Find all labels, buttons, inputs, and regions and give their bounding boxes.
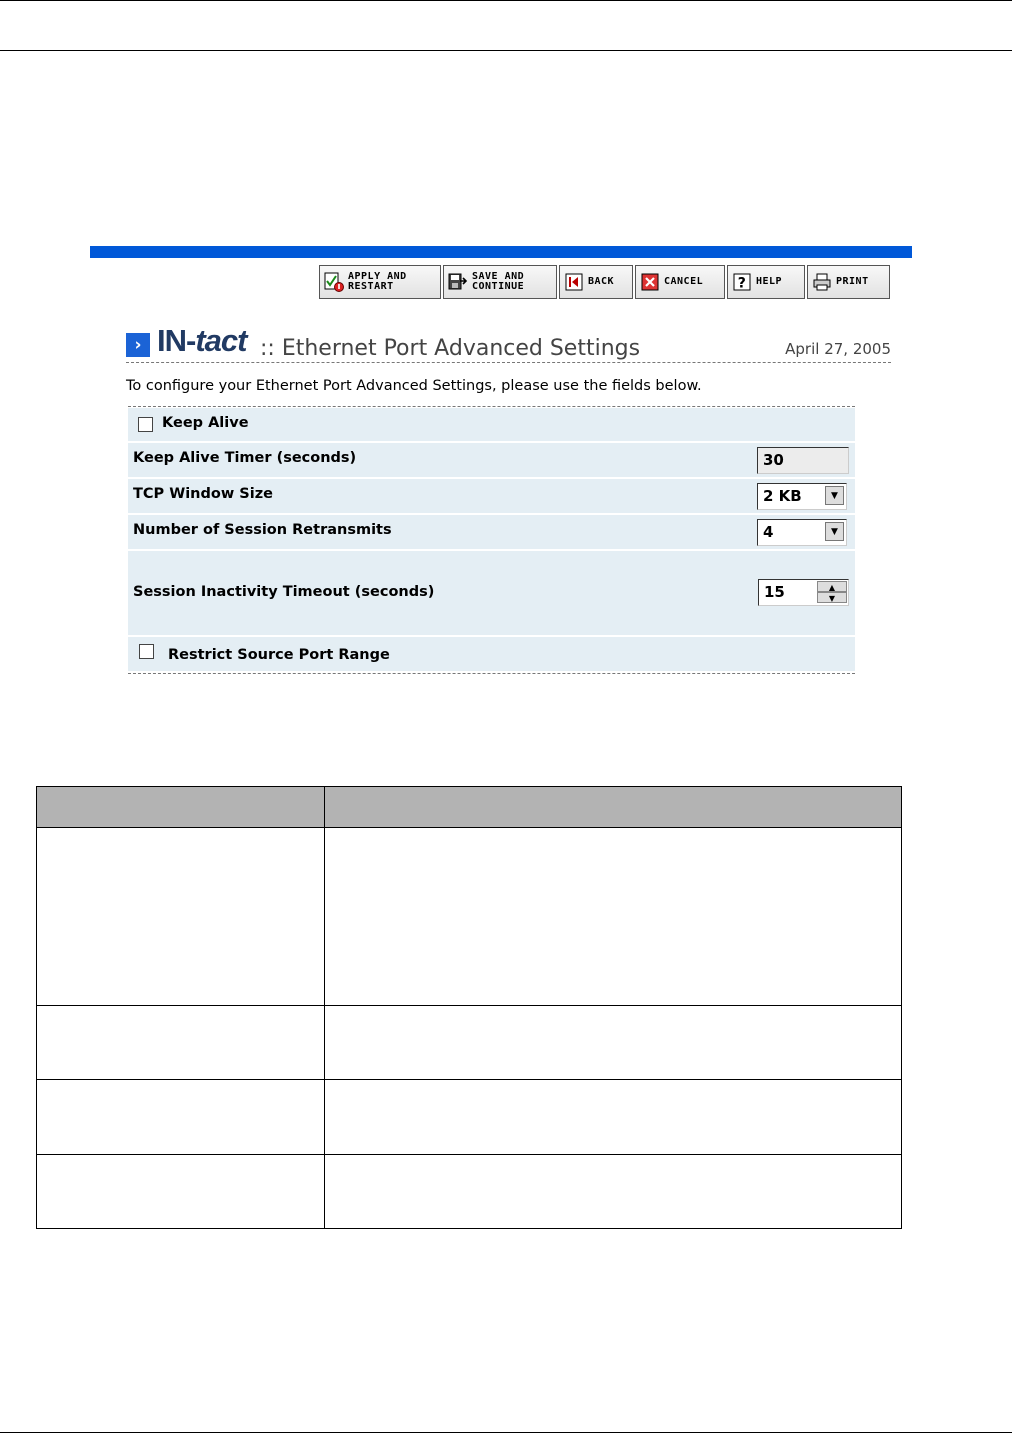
print-icon bbox=[812, 272, 832, 292]
inactivity-timeout-label: Session Inactivity Timeout (seconds) bbox=[133, 584, 435, 600]
table-cell bbox=[325, 828, 902, 1006]
spinner-up-icon[interactable]: ▲ bbox=[817, 581, 847, 592]
chevron-down-icon[interactable]: ▼ bbox=[825, 486, 844, 505]
accent-bar bbox=[90, 246, 912, 258]
restrict-port-range-row bbox=[128, 637, 855, 671]
save-and-continue-label: SAVE AND CONTINUE bbox=[472, 271, 525, 292]
session-retransmits-label: Number of Session Retransmits bbox=[133, 522, 392, 538]
spinner-buttons bbox=[817, 581, 847, 604]
help-label: HELP bbox=[756, 276, 783, 287]
save-and-continue-button[interactable] bbox=[443, 265, 557, 299]
tcp-window-size-select[interactable] bbox=[757, 483, 847, 510]
table-cell bbox=[37, 828, 325, 1006]
apply-and-restart-label: APPLY AND RESTART bbox=[348, 271, 407, 292]
parameter-table bbox=[36, 786, 902, 1229]
help-icon bbox=[732, 272, 752, 292]
session-retransmits-row bbox=[128, 515, 855, 549]
top-rule bbox=[0, 0, 1012, 1]
table-row bbox=[37, 1006, 902, 1080]
table-cell bbox=[325, 1080, 902, 1155]
inactivity-timeout-spinner[interactable] bbox=[758, 579, 849, 606]
keep-alive-label: Keep Alive bbox=[162, 415, 249, 431]
toolbar bbox=[319, 265, 890, 301]
session-retransmits-select[interactable] bbox=[757, 519, 847, 546]
table-header-cell bbox=[325, 787, 902, 828]
table-cell bbox=[325, 1006, 902, 1080]
cancel-icon bbox=[640, 272, 660, 292]
back-button[interactable] bbox=[559, 265, 633, 299]
inactivity-timeout-row bbox=[128, 551, 855, 635]
footer-rule bbox=[0, 1432, 1012, 1433]
table-header-cell bbox=[37, 787, 325, 828]
page-header bbox=[126, 323, 891, 363]
keep-alive-row bbox=[128, 408, 855, 441]
help-button[interactable] bbox=[727, 265, 805, 299]
table-row bbox=[37, 1080, 902, 1155]
svg-text:?: ? bbox=[737, 275, 747, 292]
page-date: April 27, 2005 bbox=[785, 340, 891, 358]
header-rule bbox=[0, 50, 1012, 51]
table-row bbox=[37, 1155, 902, 1229]
table-header-row bbox=[37, 787, 902, 828]
keep-alive-timer-label: Keep Alive Timer (seconds) bbox=[133, 450, 357, 466]
brand-logo: IN-tact bbox=[157, 323, 247, 358]
cancel-button[interactable] bbox=[635, 265, 725, 299]
apply-restart-icon bbox=[324, 272, 344, 292]
cancel-label: CANCEL bbox=[664, 276, 704, 287]
table-cell bbox=[37, 1006, 325, 1080]
intro-text: To configure your Ethernet Port Advanced Settings, please use the fields below. bbox=[126, 378, 702, 394]
table-row bbox=[37, 828, 902, 1006]
table-cell bbox=[325, 1155, 902, 1229]
back-label: BACK bbox=[588, 276, 615, 287]
back-icon bbox=[564, 272, 584, 292]
tcp-window-size-label: TCP Window Size bbox=[133, 486, 273, 502]
print-button[interactable] bbox=[807, 265, 890, 299]
chevron-right-icon: › bbox=[126, 333, 150, 357]
chevron-down-icon[interactable]: ▼ bbox=[825, 522, 844, 541]
table-cell bbox=[37, 1080, 325, 1155]
save-icon bbox=[448, 272, 468, 292]
tcp-window-size-row bbox=[128, 479, 855, 513]
keep-alive-checkbox[interactable] bbox=[138, 417, 153, 432]
keep-alive-timer-input[interactable]: 30 bbox=[757, 447, 849, 474]
keep-alive-timer-row bbox=[128, 443, 855, 477]
settings-form bbox=[128, 406, 855, 674]
page-title: :: Ethernet Port Advanced Settings bbox=[260, 336, 641, 361]
inactivity-timeout-value: 15 bbox=[764, 583, 785, 601]
apply-and-restart-button[interactable] bbox=[319, 265, 441, 299]
session-retransmits-value: 4 bbox=[763, 523, 774, 541]
print-label: PRINT bbox=[836, 276, 869, 287]
restrict-port-range-label: Restrict Source Port Range bbox=[168, 647, 390, 663]
tcp-window-size-value: 2 KB bbox=[763, 487, 802, 505]
restrict-port-range-checkbox[interactable] bbox=[139, 644, 154, 659]
spinner-down-icon[interactable]: ▼ bbox=[817, 592, 847, 603]
table-cell bbox=[37, 1155, 325, 1229]
